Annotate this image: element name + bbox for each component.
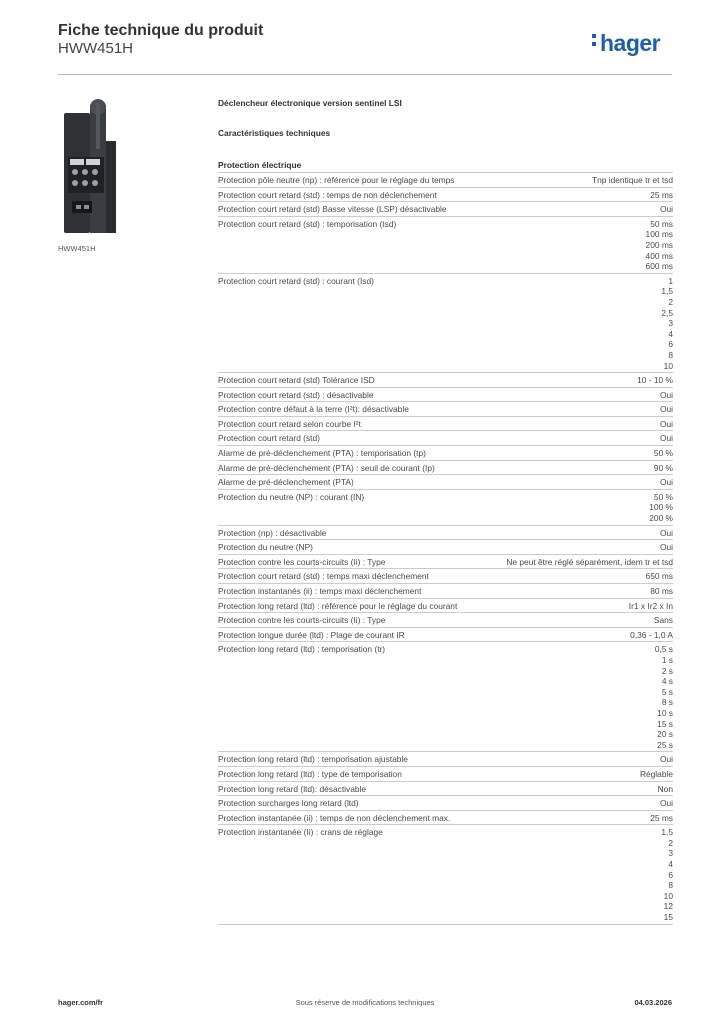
spec-value: 2	[668, 837, 673, 848]
spec-values	[468, 492, 673, 524]
spec-row	[218, 584, 673, 599]
spec-value: 90 %	[653, 462, 673, 473]
spec-row	[218, 811, 673, 826]
spec-value: 1,5	[661, 827, 673, 838]
spec-row	[218, 782, 673, 797]
spec-value: 15 s	[657, 718, 673, 729]
spec-value: 25 ms	[650, 812, 673, 823]
spec-label: Protection contre les courts-circuits (Ii) : Type	[218, 615, 386, 626]
spec-value: Oui	[659, 754, 673, 765]
hager-logo	[592, 30, 660, 57]
spec-value: Ir1 x Ir2 x In	[628, 600, 673, 611]
spec-row	[218, 475, 673, 490]
spec-row	[218, 217, 673, 274]
spec-values	[468, 571, 673, 582]
spec-label: Protection court retard (std) : temporisation (tsd)	[218, 218, 397, 229]
spec-table	[218, 173, 673, 925]
spec-label: Protection court retard (std)	[218, 433, 320, 444]
spec-label: Protection court retard (std) : courant (Isd)	[218, 275, 374, 286]
spec-row	[218, 555, 673, 570]
spec-label: Alarme de pré-déclenchement (PTA) : seuil de courant (Ip)	[218, 462, 435, 473]
product-code: HWW451H	[58, 40, 134, 57]
spec-values	[468, 204, 673, 215]
spec-value: 10	[663, 360, 673, 371]
spec-label: Protection long retard (ltd) : temporisation (tr)	[218, 644, 386, 655]
spec-value: 4	[668, 328, 673, 339]
spec-label: Protection long retard (ltd): désactivable	[218, 783, 367, 794]
spec-label: Alarme de pré-déclenchement (PTA)	[218, 477, 354, 488]
spec-values	[468, 769, 673, 780]
spec-value: 8	[668, 349, 673, 360]
spec-label: Protection surcharges long retard (ltd)	[218, 798, 359, 809]
spec-row	[218, 569, 673, 584]
spec-label: Protection court retard (std) : temps de non déclenchement	[218, 189, 437, 200]
spec-label: Protection court retard selon courbe I²t	[218, 418, 361, 429]
spec-value: Oui	[659, 389, 673, 400]
spec-row	[218, 490, 673, 526]
spec-label: Protection longue durée (ltd) : Plage de courant IR	[218, 629, 405, 640]
spec-label: Protection (np) : désactivable	[218, 527, 327, 538]
spec-value: 50 ms	[650, 218, 673, 229]
spec-values	[468, 419, 673, 430]
spec-value: 200 %	[649, 513, 673, 524]
spec-value: 8	[668, 880, 673, 891]
header-divider	[58, 74, 672, 75]
spec-row	[218, 642, 673, 752]
product-heading: Déclencheur électronique version sentinel LSI	[218, 98, 402, 108]
spec-row	[218, 540, 673, 555]
spec-value: 4	[668, 859, 673, 870]
product-image	[58, 97, 178, 235]
spec-row	[218, 173, 673, 188]
spec-value: Tnp identique tr et tsd	[591, 175, 673, 185]
spec-value: 0,36 - 1,0 A	[630, 629, 673, 640]
spec-row	[218, 446, 673, 461]
spec-value: 6	[668, 339, 673, 350]
spec-values	[468, 390, 673, 401]
spec-values	[468, 630, 673, 641]
spec-value: 15	[663, 912, 673, 923]
spec-value: Ne peut être réglé séparément, idem tr et tsd	[506, 556, 673, 567]
spec-value: 2 s	[661, 665, 673, 676]
spec-label: Protection court retard (std) Tolérance ISD	[218, 375, 375, 386]
footer-date: 04.03.2026	[634, 998, 672, 1007]
spec-values	[468, 276, 673, 371]
spec-row	[218, 188, 673, 203]
spec-value: Oui	[659, 477, 673, 488]
spec-value: Oui	[659, 404, 673, 415]
spec-values	[468, 477, 673, 488]
spec-values	[468, 542, 673, 553]
spec-values	[468, 404, 673, 415]
spec-row	[218, 825, 673, 924]
spec-values	[468, 219, 673, 272]
spec-label: Protection instantanés (ii) : temps maxi déclenchement	[218, 586, 422, 596]
spec-values	[468, 601, 673, 612]
spec-value: 25 s	[657, 739, 673, 750]
spec-value: 400 ms	[645, 250, 673, 261]
spec-value: Oui	[659, 204, 673, 215]
spec-values	[468, 615, 673, 626]
spec-value: Oui	[659, 798, 673, 809]
spec-value: 10	[663, 890, 673, 901]
spec-value: Sans	[653, 615, 673, 626]
spec-label: Protection du neutre (NP)	[218, 542, 313, 553]
spec-value: 8 s	[661, 697, 673, 708]
spec-value: 50 %	[653, 491, 673, 502]
spec-value: 3	[668, 848, 673, 859]
spec-values	[468, 528, 673, 539]
spec-values	[468, 175, 673, 186]
trip-unit-icon	[58, 97, 178, 235]
spec-row	[218, 431, 673, 446]
spec-value: Oui	[659, 433, 673, 444]
spec-label: Protection contre défaut à la terre (I²t): désactivable	[218, 404, 409, 415]
spec-value: 1 s	[661, 654, 673, 665]
group-heading: Protection électrique	[218, 160, 673, 173]
footer-notice: Sous réserve de modifications techniques	[295, 998, 435, 1007]
spec-label: Protection instantanée (ii) : temps de non déclenchement max.	[218, 812, 451, 823]
spec-values	[468, 433, 673, 444]
spec-row	[218, 767, 673, 782]
spec-label: Protection long retard (ltd) : référence pour le réglage du courant	[218, 600, 458, 611]
spec-values	[468, 463, 673, 474]
logo-dots-icon	[592, 30, 598, 46]
spec-values	[468, 644, 673, 750]
spec-value: 50 %	[653, 448, 673, 459]
spec-label: Protection court retard (std) : désactivable	[218, 389, 374, 400]
spec-values	[468, 190, 673, 201]
spec-value: 650 ms	[645, 571, 673, 582]
spec-row	[218, 796, 673, 811]
spec-label: Protection long retard (ltd) : temporisation ajustable	[218, 754, 408, 765]
spec-value: 600 ms	[645, 261, 673, 272]
spec-value: 25 ms	[650, 189, 673, 200]
spec-values	[468, 375, 673, 386]
spec-row	[218, 628, 673, 643]
spec-row	[218, 274, 673, 373]
spec-value: Oui	[659, 418, 673, 429]
spec-value: Réglable	[639, 768, 673, 779]
spec-value: 10 s	[657, 707, 673, 718]
spec-row	[218, 752, 673, 767]
spec-value: 4 s	[661, 676, 673, 687]
spec-row	[218, 388, 673, 403]
spec-values	[468, 827, 673, 922]
spec-value: Oui	[659, 542, 673, 553]
spec-label: Alarme de pré-déclenchement (PTA) : temporisation (tp)	[218, 448, 426, 459]
spec-label: Protection du neutre (NP) : courant (IN)	[218, 491, 365, 502]
spec-value: 1,5	[661, 286, 673, 297]
spec-section	[218, 96, 673, 925]
spec-value: 2,5	[661, 307, 673, 318]
spec-row	[218, 402, 673, 417]
spec-label: Protection pôle neutre (np) : référence pour le réglage du temps	[218, 175, 455, 185]
spec-value: 0,5 s	[654, 644, 673, 655]
spec-row	[218, 461, 673, 476]
spec-values	[468, 586, 673, 597]
footer-website-link[interactable]: hager.com/fr	[58, 998, 104, 1007]
logo-text: hager	[600, 30, 661, 56]
spec-value: 100 %	[649, 502, 673, 513]
spec-value: 6	[668, 869, 673, 880]
spec-row	[218, 417, 673, 432]
spec-value: Non	[657, 783, 673, 794]
spec-values	[468, 813, 673, 824]
spec-row	[218, 202, 673, 217]
spec-value: 2	[668, 296, 673, 307]
spec-value: 12	[663, 901, 673, 912]
spec-label: Protection instantanée (Ii) : crans de réglage	[218, 827, 383, 838]
spec-values	[468, 798, 673, 809]
spec-value: 20 s	[657, 729, 673, 740]
specs-heading: Caractéristiques techniques	[218, 128, 331, 138]
spec-value: 200 ms	[645, 239, 673, 250]
product-caption: HWW451H	[58, 244, 96, 253]
spec-label: Protection contre les courts-circuits (Ii) : Type	[218, 556, 386, 567]
spec-value: Oui	[659, 527, 673, 538]
spec-value: 100 ms	[645, 229, 673, 240]
spec-row	[218, 613, 673, 628]
spec-value: 5 s	[661, 686, 673, 697]
spec-label: Protection court retard (std) : temps maxi déclenchement	[218, 571, 429, 582]
spec-value: 10 - 10 %	[637, 375, 673, 386]
spec-label: Protection court retard (std) Basse vitesse (LSP) désactivable	[218, 204, 447, 215]
spec-row	[218, 599, 673, 614]
spec-value: 1	[668, 275, 673, 286]
spec-label: Protection long retard (ltd) : type de temporisation	[218, 768, 402, 779]
spec-values	[468, 784, 673, 795]
spec-row	[218, 526, 673, 541]
document-title: Fiche technique du produit	[58, 22, 264, 39]
spec-values	[468, 754, 673, 765]
spec-value: 80 ms	[650, 586, 673, 596]
spec-row	[218, 373, 673, 388]
spec-values	[468, 448, 673, 459]
spec-values	[468, 557, 673, 568]
spec-value: 3	[668, 318, 673, 329]
